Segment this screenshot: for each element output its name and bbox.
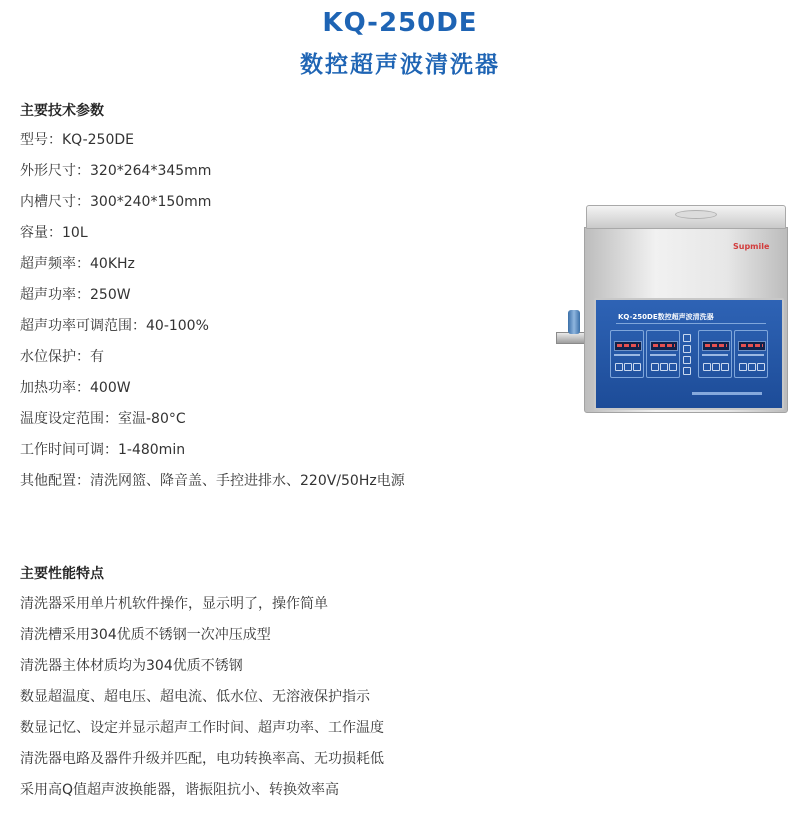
spec-line: 温度设定范围：室温-80°C — [20, 411, 186, 427]
led-display — [738, 341, 766, 351]
spec-line: 型号：KQ-250DE — [20, 132, 134, 148]
feature-line: 数显记忆、设定并显示超声工作时间、超声功率、工作温度 — [20, 720, 384, 736]
display-label — [614, 354, 640, 356]
panel-controls — [610, 330, 770, 380]
display-label — [702, 354, 728, 356]
feature-line: 清洗器电路及器件升级并匹配，电功转换率高、无功损耗低 — [20, 751, 384, 767]
device-lid — [586, 205, 786, 229]
spec-line: 超声功率可调范围：40-100% — [20, 318, 209, 334]
specs-heading: 主要技术参数 — [20, 103, 104, 119]
spec-line: 其他配置：清洗网篮、降音盖、手控进排水、220V/50Hz电源 — [20, 473, 405, 489]
lid-handle — [675, 210, 717, 219]
spec-line: 工作时间可调：1-480min — [20, 442, 186, 458]
features-list — [20, 589, 384, 806]
center-buttons — [682, 334, 692, 376]
feature-line: 清洗器主体材质均为304优质不锈钢 — [20, 658, 243, 674]
panel-footer-text — [692, 392, 762, 395]
spec-line: 超声频率：40KHz — [20, 256, 135, 272]
panel-title: KQ-250DE数控超声波清洗器 — [618, 313, 714, 321]
feature-line: 采用高Q值超声波换能器，谐振阻抗小、转换效率高 — [20, 782, 340, 798]
product-image — [556, 205, 790, 413]
features-heading: 主要性能特点 — [20, 566, 104, 582]
feature-line: 清洗器采用单片机软件操作，显示明了，操作简单 — [20, 596, 328, 612]
display-module — [646, 330, 680, 378]
panel-buttons — [615, 363, 639, 371]
panel-buttons — [651, 363, 675, 371]
spec-line: 内槽尺寸：300*240*150mm — [20, 194, 212, 210]
panel-buttons — [703, 363, 727, 371]
display-label — [738, 354, 764, 356]
spec-line: 容量：10L — [20, 225, 88, 241]
control-panel — [594, 298, 784, 410]
spec-line: 超声功率：250W — [20, 287, 131, 303]
display-module — [734, 330, 768, 378]
led-display — [650, 341, 678, 351]
display-module — [698, 330, 732, 378]
spec-line: 水位保护：有 — [20, 349, 104, 365]
led-display — [614, 341, 642, 351]
spec-line: 加热功率：400W — [20, 380, 131, 396]
brand-logo: Supmile — [733, 242, 770, 251]
led-display — [702, 341, 730, 351]
panel-divider — [616, 323, 766, 324]
panel-buttons — [739, 363, 763, 371]
feature-line: 清洗槽采用304优质不锈钢一次冲压成型 — [20, 627, 271, 643]
valve-knob — [568, 310, 580, 334]
product-title-name: 数控超声波清洗器 — [300, 52, 500, 78]
valve — [556, 310, 586, 346]
spec-line: 外形尺寸：320*264*345mm — [20, 163, 212, 179]
display-label — [650, 354, 676, 356]
display-module — [610, 330, 644, 378]
feature-line: 数显超温度、超电压、超电流、低水位、无溶液保护指示 — [20, 689, 370, 705]
specs-list — [20, 125, 405, 497]
product-title-model: KQ-250DE — [322, 8, 478, 38]
